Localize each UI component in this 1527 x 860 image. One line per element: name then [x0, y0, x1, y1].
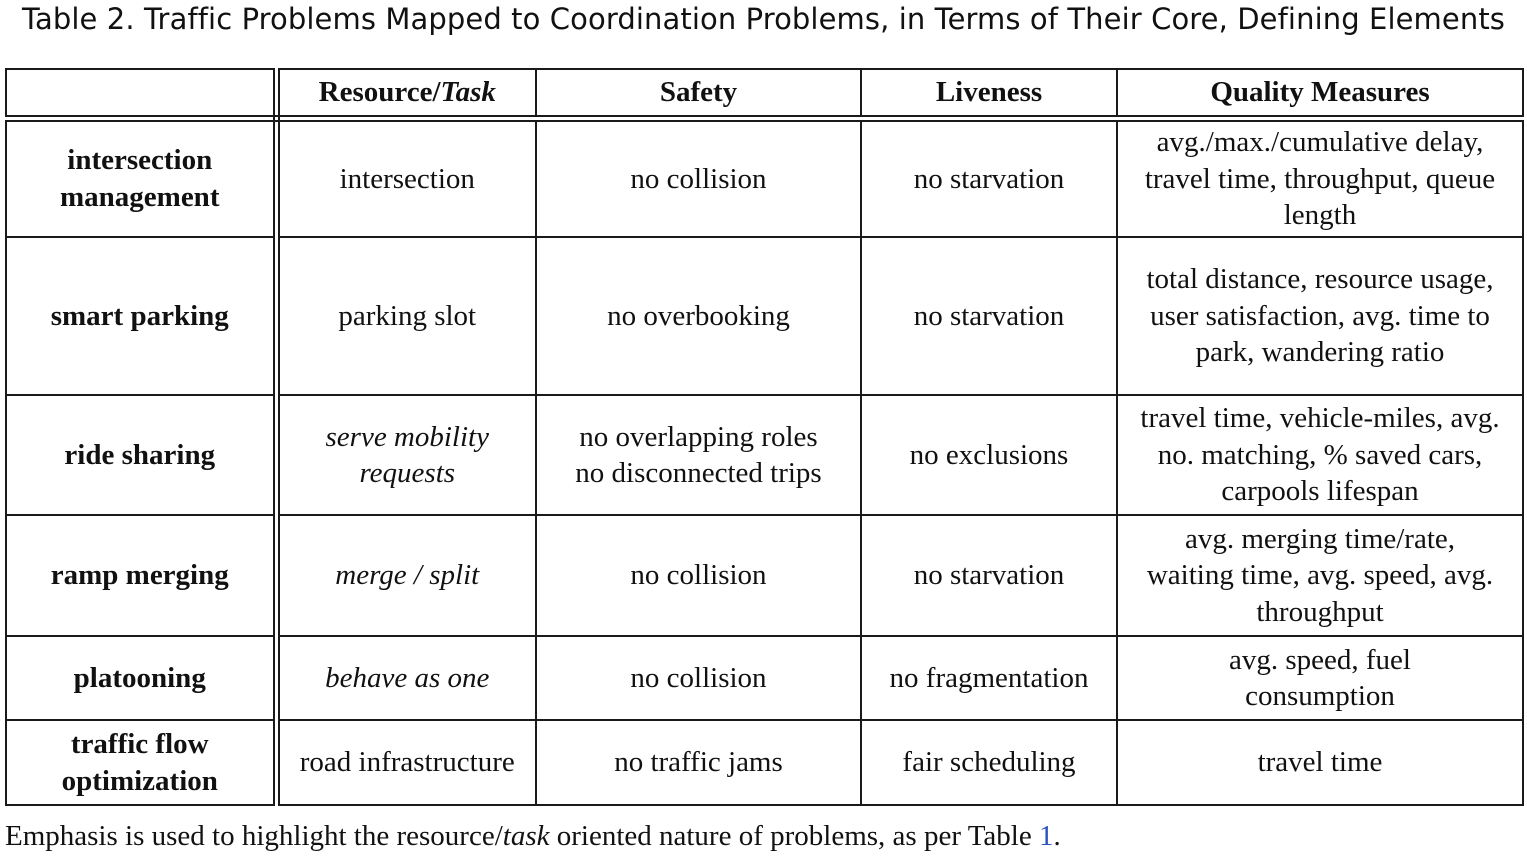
table-row [6, 515, 1523, 636]
safety-cell: no traffic jams [536, 720, 861, 805]
coordination-problems-table [5, 68, 1524, 806]
table-row [6, 237, 1523, 395]
quality-cell: travel time [1117, 720, 1523, 805]
liveness-cell: no starvation [861, 118, 1117, 237]
footnote-emphasis: task [502, 820, 550, 852]
table-header-row [6, 69, 1523, 118]
table-reference-link[interactable]: 1 [1038, 820, 1054, 852]
footnote-text: oriented nature of problems, as per Table [549, 820, 1039, 852]
safety-cell: no collision [536, 118, 861, 237]
liveness-cell: no starvation [861, 515, 1117, 636]
header-blank-cell [6, 69, 276, 118]
quality-cell: avg. merging time/rate, waiting time, avg. speed, avg. throughput [1117, 515, 1523, 636]
resource-cell: intersection [276, 118, 536, 237]
problem-cell: ramp merging [6, 515, 276, 636]
table-caption: Table 2. Traffic Problems Mapped to Coordination Problems, in Terms of Their Core, Defining Elements [22, 2, 1506, 36]
problem-cell: ride sharing [6, 395, 276, 515]
resource-cell: road infrastructure [276, 720, 536, 805]
table-row [6, 720, 1523, 805]
header-quality-measures: Quality Measures [1117, 69, 1523, 118]
quality-cell: avg. speed, fuel consumption [1117, 636, 1523, 720]
problem-cell: smart parking [6, 237, 276, 395]
safety-cell: no collision [536, 515, 861, 636]
liveness-cell: no fragmentation [861, 636, 1117, 720]
liveness-cell: no starvation [861, 237, 1117, 395]
safety-cell: no overbooking [536, 237, 861, 395]
resource-cell: parking slot [276, 237, 536, 395]
liveness-cell: fair scheduling [861, 720, 1117, 805]
problem-cell: intersection management [6, 118, 276, 237]
resource-cell: behave as one [276, 636, 536, 720]
safety-cell: no collision [536, 636, 861, 720]
safety-cell [536, 395, 861, 515]
header-resource-task [276, 69, 536, 118]
problem-cell: traffic flow optimization [6, 720, 276, 805]
resource-cell: serve mobility requests [276, 395, 536, 515]
safety-line: no overlapping roles [579, 420, 818, 453]
footnote-period: . [1053, 820, 1061, 852]
table-footnote [5, 820, 1061, 853]
table-row [6, 636, 1523, 720]
safety-line: no disconnected trips [575, 457, 822, 489]
header-task-label: Task [440, 76, 496, 108]
header-safety: Safety [536, 69, 861, 118]
header-liveness: Liveness [861, 69, 1117, 118]
footnote-text: Emphasis is used to highlight the resource/ [5, 820, 503, 852]
resource-cell: merge / split [276, 515, 536, 636]
liveness-cell: no exclusions [861, 395, 1117, 515]
quality-cell: total distance, resource usage, user satisfaction, avg. time to park, wandering ratio [1117, 237, 1523, 395]
table-row [6, 118, 1523, 237]
header-resource-label: Resource/ [318, 76, 441, 108]
quality-cell: travel time, vehicle-miles, avg. no. matching, % saved cars, carpools lifespan [1117, 395, 1523, 515]
quality-cell: avg./max./cumulative delay, travel time, throughput, queue length [1117, 118, 1523, 237]
table-row [6, 395, 1523, 515]
problem-cell: platooning [6, 636, 276, 720]
